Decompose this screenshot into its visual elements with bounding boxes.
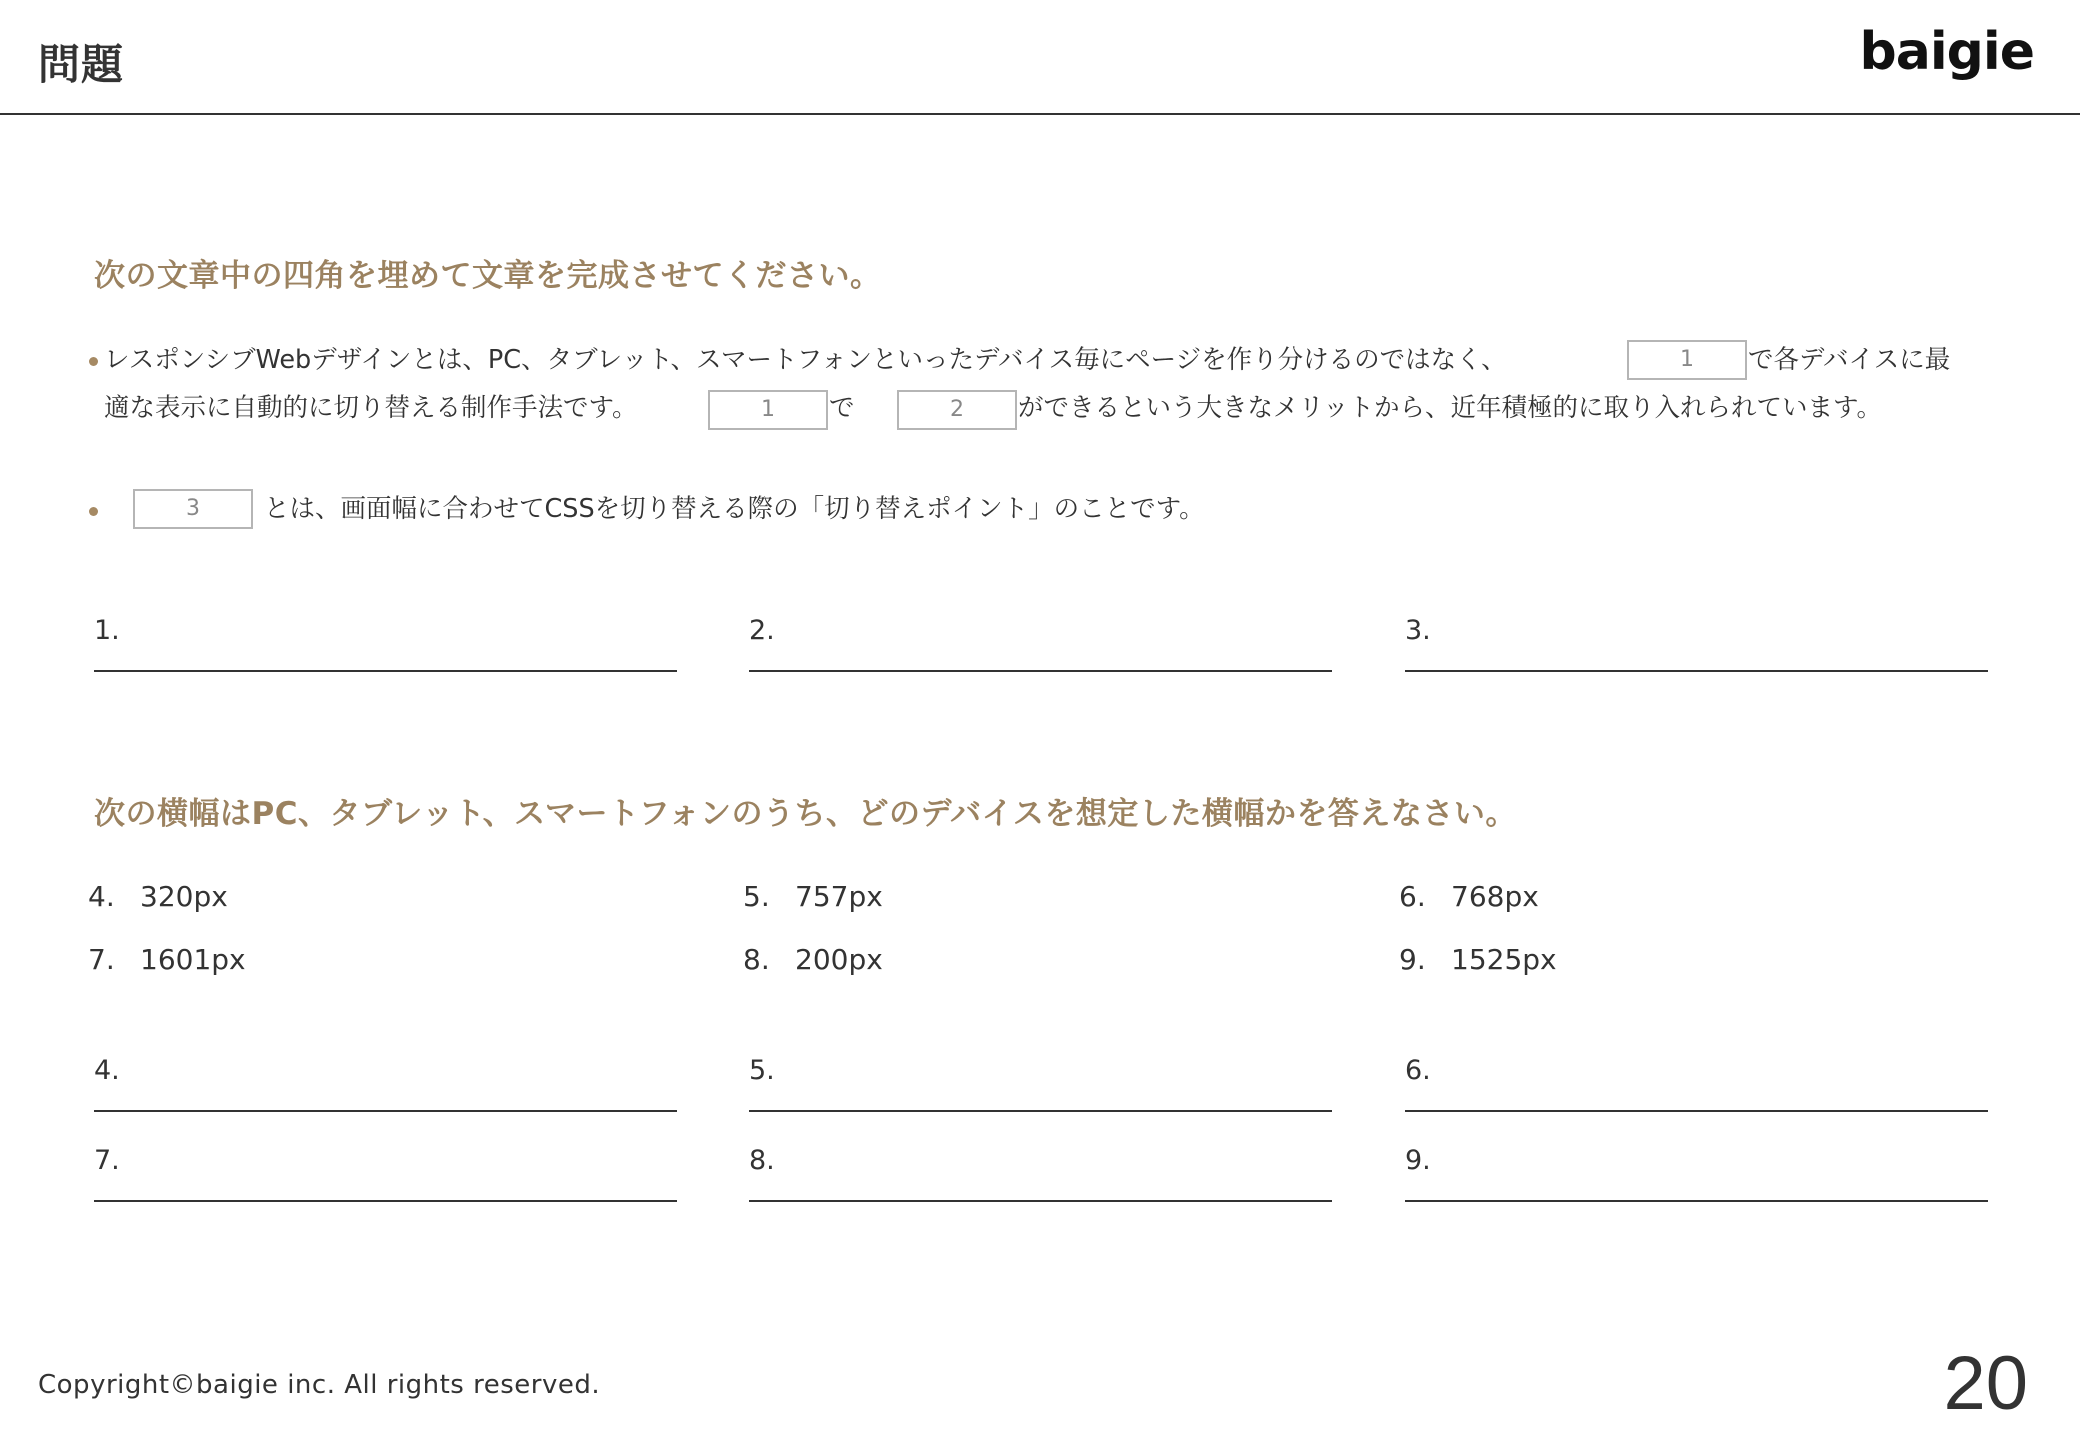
answer-line-5[interactable] xyxy=(749,1110,1332,1112)
answer-line-2[interactable] xyxy=(749,670,1332,672)
width-item-8 xyxy=(743,943,883,976)
question-a-line2-part1: 適な表示に自動的に切り替える制作手法です。 xyxy=(104,393,638,423)
blank-box-1b[interactable]: 1 xyxy=(708,390,828,430)
item-value: 1601px xyxy=(140,943,246,976)
answer-label-6: 6. xyxy=(1405,1055,1431,1086)
header-divider xyxy=(0,113,2080,115)
answer-line-7[interactable] xyxy=(94,1200,677,1202)
baigie-logo: baigie xyxy=(1859,22,2034,82)
answer-label-3: 3. xyxy=(1405,615,1431,646)
page-title: 問題 xyxy=(38,40,125,89)
answer-label-2: 2. xyxy=(749,615,775,646)
item-number: 7. xyxy=(88,943,115,976)
item-number: 5. xyxy=(743,880,770,913)
page-number: 20 xyxy=(1943,1341,2028,1426)
width-item-9 xyxy=(1399,943,1557,976)
blank-box-1[interactable]: 1 xyxy=(1627,340,1747,380)
item-number: 4. xyxy=(88,880,115,913)
item-value: 757px xyxy=(795,880,883,913)
width-item-4 xyxy=(88,880,228,913)
bullet-icon xyxy=(89,507,98,516)
item-number: 8. xyxy=(743,943,770,976)
width-item-5 xyxy=(743,880,883,913)
answer-label-1: 1. xyxy=(94,615,120,646)
question-a-line2-part3: ができるという大きなメリットから、近年積極的に取り入れられています。 xyxy=(1018,393,1882,423)
width-item-7 xyxy=(88,943,246,976)
answer-line-3[interactable] xyxy=(1405,670,1988,672)
width-item-6 xyxy=(1399,880,1539,913)
blank-box-3[interactable]: 3 xyxy=(133,489,253,529)
answer-label-8: 8. xyxy=(749,1145,775,1176)
question-a-line1-part2: で各デバイスに最 xyxy=(1748,345,1951,375)
item-value: 200px xyxy=(795,943,883,976)
answer-line-8[interactable] xyxy=(749,1200,1332,1202)
item-value: 1525px xyxy=(1451,943,1557,976)
answer-line-4[interactable] xyxy=(94,1110,677,1112)
answer-line-6[interactable] xyxy=(1405,1110,1988,1112)
item-value: 768px xyxy=(1451,880,1539,913)
bullet-icon xyxy=(89,357,98,366)
answer-label-4: 4. xyxy=(94,1055,120,1086)
question-a-line2-part2: で xyxy=(829,393,855,423)
section1-heading: 次の文章中の四角を埋めて文章を完成させてください。 xyxy=(94,258,882,294)
copyright: Copyright©baigie inc. All rights reserved. xyxy=(38,1370,601,1400)
question-b-text: とは、画面幅に合わせてCSSを切り替える際の「切り替えポイント」のことです。 xyxy=(264,494,1205,524)
answer-label-7: 7. xyxy=(94,1145,120,1176)
answer-label-9: 9. xyxy=(1405,1145,1431,1176)
answer-line-9[interactable] xyxy=(1405,1200,1988,1202)
question-a-line1-part1: レスポンシブWebデザインとは、PC、タブレット、スマートフォンといったデバイス毎にページを作り分けるのではなく、 xyxy=(104,345,1507,375)
blank-box-2[interactable]: 2 xyxy=(897,390,1017,430)
item-number: 9. xyxy=(1399,943,1426,976)
item-number: 6. xyxy=(1399,880,1426,913)
answer-line-1[interactable] xyxy=(94,670,677,672)
item-value: 320px xyxy=(140,880,228,913)
answer-label-5: 5. xyxy=(749,1055,775,1086)
section2-heading: 次の横幅はPC、タブレット、スマートフォンのうち、どのデバイスを想定した横幅かを答えなさい。 xyxy=(94,796,1517,832)
